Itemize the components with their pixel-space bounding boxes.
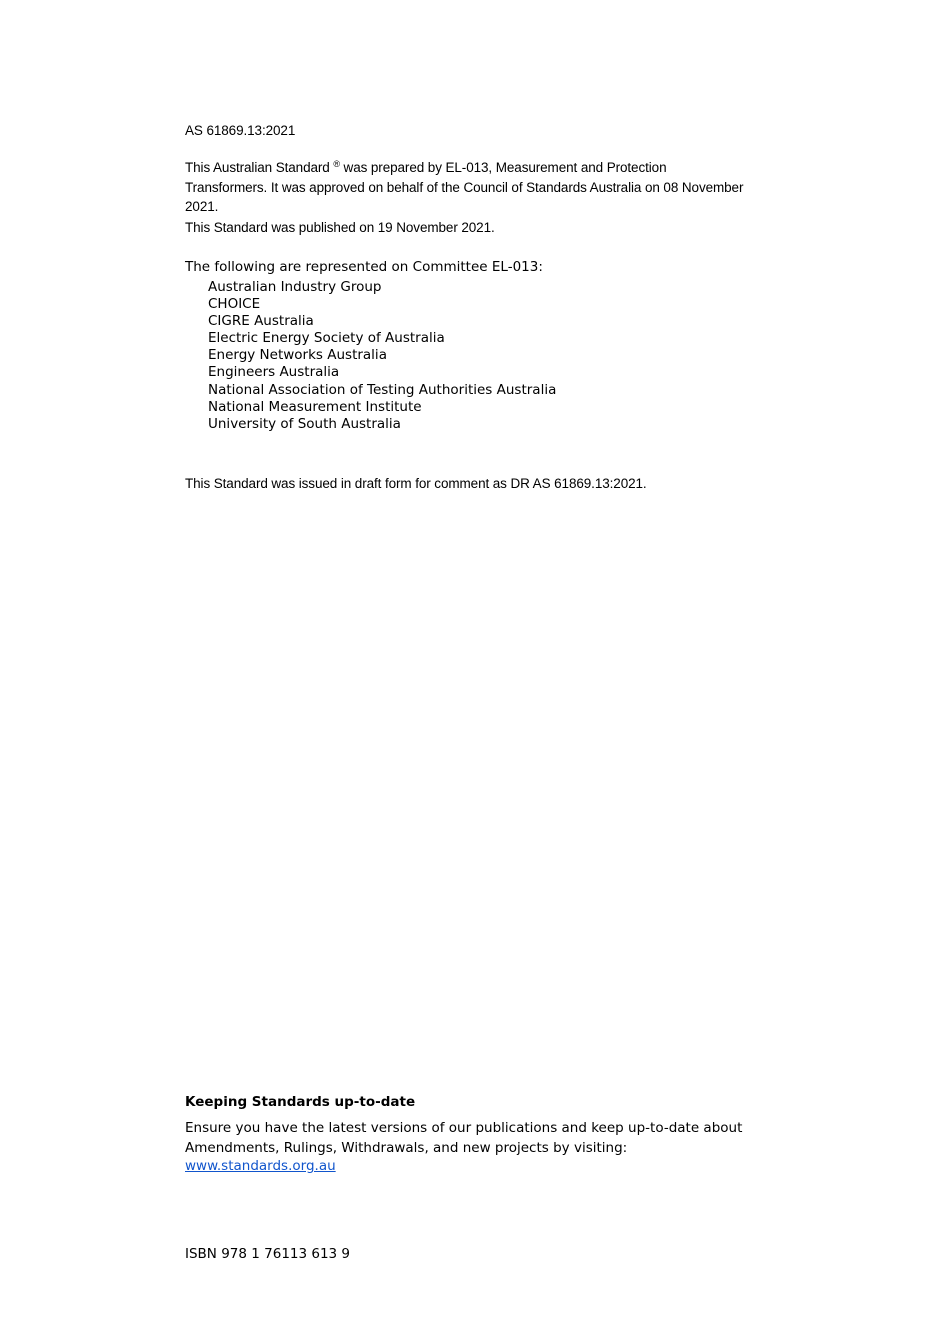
committee-member: Energy Networks Australia [208, 347, 387, 364]
keeping-up-to-date-body [185, 1119, 785, 1158]
committee-member: University of South Australia [208, 415, 401, 432]
preparation-text-end: was prepared by EL-013, Measurement and Protection Transformers. It was approved on behalf of the Council of Standards Australia on 08 November 2021. [185, 160, 744, 214]
committee-member-list [208, 279, 556, 433]
committee-member: CHOICE [208, 296, 261, 313]
keeping-up-to-date-heading: Keeping Standards up-to-date [185, 1094, 416, 1110]
standards-website-link[interactable]: www.standards.org.au [185, 1158, 336, 1174]
keeping-body-line-2: Amendments, Rulings, Withdrawals, and new projects by visiting: [185, 1139, 628, 1156]
committee-member: Australian Industry Group [208, 279, 382, 295]
committee-member: Engineers Australia [208, 364, 340, 381]
isbn: ISBN 978 1 76113 613 9 [185, 1246, 351, 1262]
preparation-statement [185, 155, 745, 217]
standard-code: AS 61869.13:2021 [185, 123, 296, 138]
preparation-text-start: This Australian Standard [185, 160, 334, 175]
draft-statement: This Standard was issued in draft form for comment as DR AS 61869.13:2021. [185, 476, 647, 491]
keeping-body-line-1: Ensure you have the latest versions of our publications and keep up-to-date about [185, 1120, 743, 1136]
committee-member: National Measurement Institute [208, 398, 422, 415]
published-statement: This Standard was published on 19 November 2021. [185, 220, 495, 235]
committee-member: Electric Energy Society of Australia [208, 330, 445, 347]
committee-member: CIGRE Australia [208, 313, 314, 330]
committee-heading: The following are represented on Committee EL-013: [185, 259, 543, 275]
committee-member: National Association of Testing Authorities Australia [208, 381, 557, 398]
registered-mark: ® [333, 159, 340, 169]
